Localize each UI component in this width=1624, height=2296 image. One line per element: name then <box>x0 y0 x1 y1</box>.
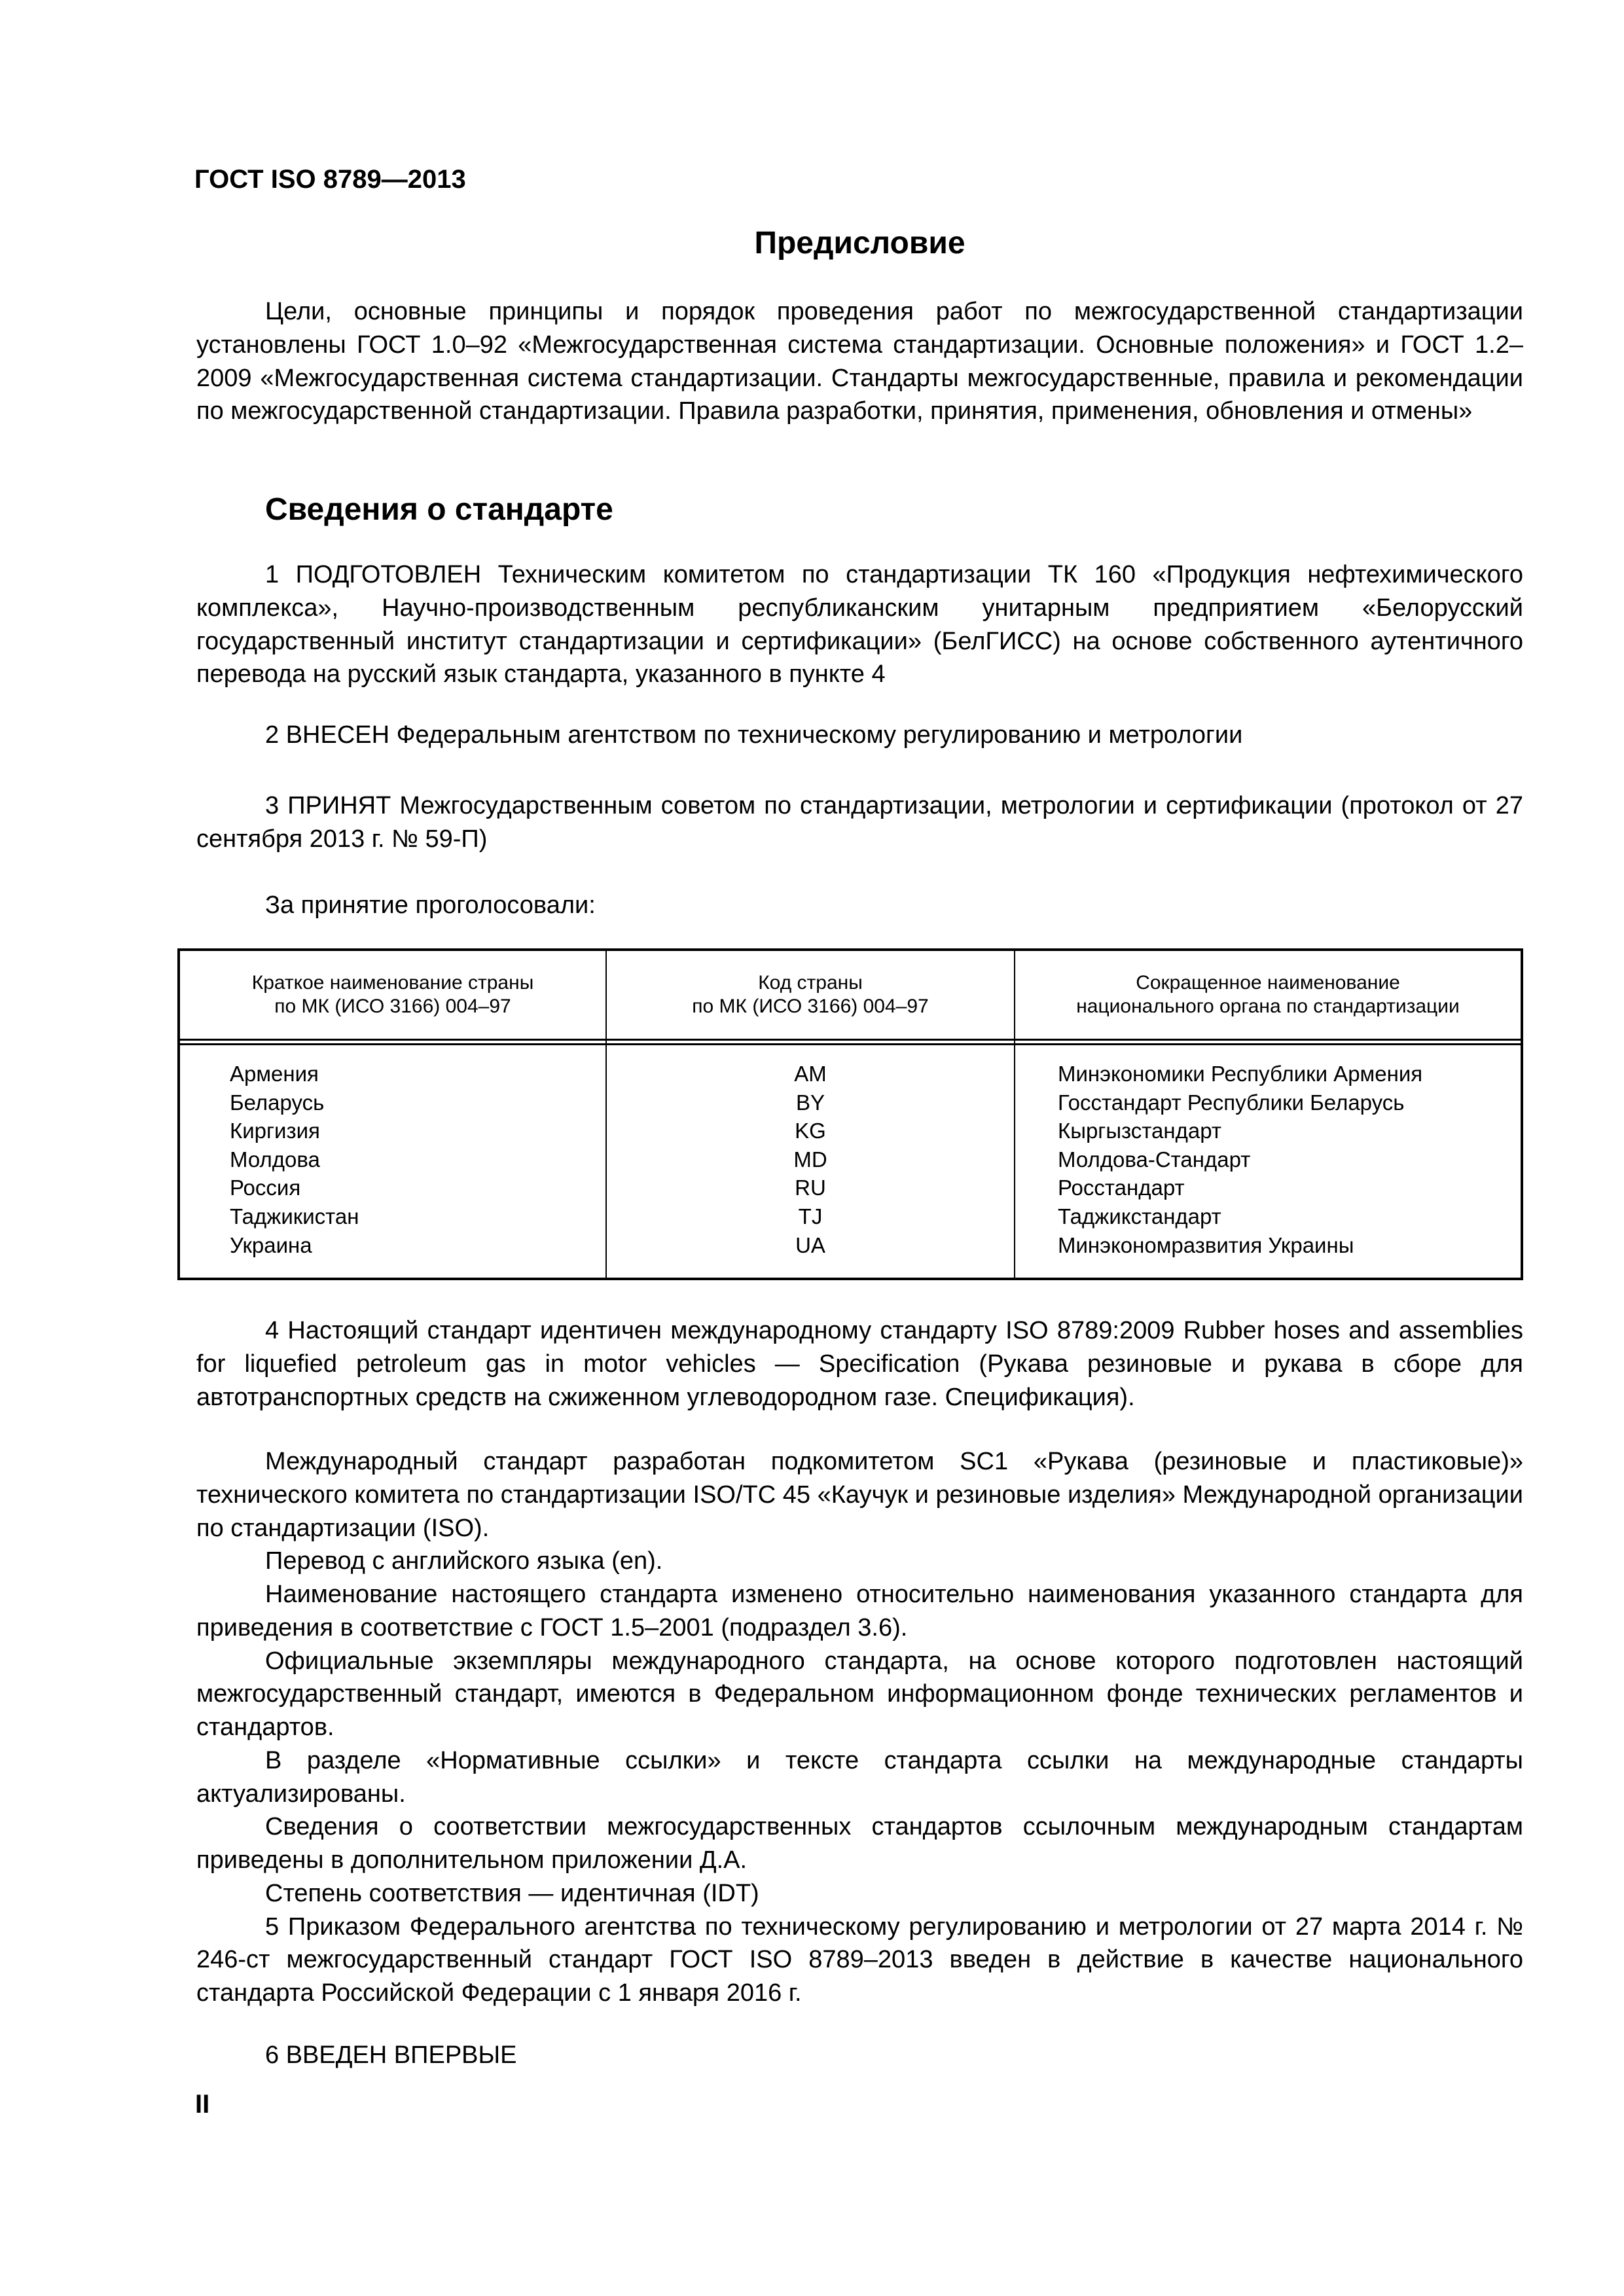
first-introduced-paragraph: 6 ВВЕДЕН ВПЕРВЫЕ <box>265 2041 517 2069</box>
document-code-header: ГОСТ ISO 8789—2013 <box>194 165 466 194</box>
table-cell-country: Армения <box>230 1062 319 1086</box>
page-number: II <box>195 2090 210 2119</box>
vote-table-header <box>180 951 1521 1039</box>
identity-paragraph: 4 Настоящий стандарт идентичен международному стандарту ISO 8789:2009 Rubber hoses and assemblies for liquefied petroleum gas in motor vehicles — Specification (Рукава резиновые и рукава в сборе для автотранспортных средств на сжиженном углеводородном газе. Спецификация). <box>196 1317 1523 1411</box>
voted-label-block <box>196 889 1523 922</box>
table-cell-country: Киргизия <box>230 1119 320 1143</box>
header-code-line1: Код страны <box>758 972 863 994</box>
vote-table <box>177 948 1523 1280</box>
table-cell-body: Молдова-Стандарт <box>1058 1147 1251 1172</box>
header-body-line1: Сокращенное наименование <box>1136 972 1400 994</box>
header-cell-country <box>180 951 605 1039</box>
note-paragraph: Официальные экземпляры международного стандарта, на основе которого подготовлен настоящий межгосударственный стандарт, имеются в Федеральном информационном фонде технических регламентов и стандартов. <box>196 1647 1523 1741</box>
foreword-title: Предисловие <box>754 226 965 260</box>
adopted-by-paragraph: 3 ПРИНЯТ Межгосударственным советом по стандартизации, метрологии и сертификации (протокол от 27 сентября 2013 г. № 59-П) <box>196 792 1523 853</box>
about-item-4 <box>196 1314 1523 1414</box>
header-code-line2: по МК (ИСО 3166) 004–97 <box>692 996 929 1017</box>
header-country-line1: Краткое наименование страны <box>251 972 534 994</box>
standards-body-column <box>1058 1045 1516 1259</box>
table-cell-code: AM <box>794 1062 827 1086</box>
table-cell-body: Росстандарт <box>1058 1175 1185 1200</box>
header-body-line2: национального органа по стандартизации <box>1076 996 1460 1017</box>
note-paragraph: Степень соответствия — идентичная (IDT) <box>265 1879 759 1907</box>
table-cell-code: KG <box>795 1119 826 1143</box>
table-cell-code: TJ <box>798 1204 823 1229</box>
header-cell-code <box>607 951 1014 1039</box>
about-item-1 <box>196 558 1523 691</box>
note-paragraph: В разделе «Нормативные ссылки» и тексте стандарта ссылки на международные стандарты актуализированы. <box>196 1746 1523 1808</box>
table-cell-country: Украина <box>230 1232 312 1257</box>
table-cell-body: Кыргызстандарт <box>1058 1119 1221 1143</box>
prepared-by-paragraph: 1 ПОДГОТОВЛЕН Техническим комитетом по стандартизации ТК 160 «Продукция нефтехимического комплекса», Научно-производственным республиканским унитарным предприятием «Белорусский государственный институт стандартизации и сертификации» (БелГИСС) на основе собственного аутентичного перевода на русский язык стандарта, указанного в пункте 4 <box>196 561 1523 689</box>
table-cell-country: Молдова <box>230 1147 320 1172</box>
code-column <box>607 1045 1014 1259</box>
table-cell-country: Таджикистан <box>230 1204 359 1229</box>
foreword-paragraph: Цели, основные принципы и порядок проведения работ по межгосударственной стандартизации установлены ГОСТ 1.0–92 «Межгосударственная система стандартизации. Основные положения» и ГОСТ 1.2–2009 «Межгосударственная система стандартизации. Стандарты межгосударственные, правила и рекомендации по межгосударственной стандартизации. Правила разработки, принятия, применения, обновления и отмены» <box>196 298 1523 425</box>
about-item-3 <box>196 789 1523 856</box>
table-cell-code: UA <box>795 1232 825 1257</box>
about-notes <box>196 1445 1523 2010</box>
table-cell-country: Беларусь <box>230 1090 325 1115</box>
country-column <box>230 1045 596 1259</box>
table-cell-body: Таджикстандарт <box>1058 1204 1221 1229</box>
vote-table-body <box>180 1045 1521 1278</box>
table-cell-code: RU <box>795 1175 826 1200</box>
voted-label: За принятие проголосовали: <box>265 891 596 919</box>
table-cell-code: BY <box>795 1090 825 1115</box>
about-item-6 <box>196 2039 1523 2072</box>
note-paragraph: Сведения о соответствии межгосударственных стандартов ссылочным международным стандартам приведены в дополнительном приложении Д.А. <box>196 1813 1523 1874</box>
note-paragraph: Наименование настоящего стандарта изменено относительно наименования указанного стандарта для приведения в соответствие с ГОСТ 1.5–2001 (подраздел 3.6). <box>196 1581 1523 1641</box>
note-paragraph: Международный стандарт разработан подкомитетом SC1 «Рукава (резиновые и пластиковые)» технического комитета по стандартизации ISO/TC 45 «Каучук и резиновые изделия» Международной организации по стандартизации (ISO). <box>196 1448 1523 1542</box>
order-paragraph: 5 Приказом Федерального агентства по техническому регулированию и метрологии от 27 марта 2014 г. № 246-ст межгосударственный стандарт ГОСТ ISO 8789–2013 введен в действие в качестве национального стандарта Российской Федерации с 1 января 2016 г. <box>196 1912 1523 2007</box>
table-cell-country: Россия <box>230 1175 301 1200</box>
note-paragraph: Перевод с английского языка (en). <box>265 1547 663 1575</box>
table-cell-body: Госстандарт Республики Беларусь <box>1058 1090 1405 1115</box>
header-separator-line <box>180 1039 1521 1041</box>
about-item-2 <box>196 719 1523 752</box>
about-standard-title: Сведения о стандарте <box>265 492 613 527</box>
header-cell-body <box>1015 951 1521 1039</box>
table-cell-code: MD <box>793 1147 827 1172</box>
header-country-line2: по МК (ИСО 3166) 004–97 <box>274 996 511 1017</box>
table-cell-body: Минэкономразвития Украины <box>1058 1232 1354 1257</box>
submitted-by-paragraph: 2 ВНЕСЕН Федеральным агентством по техническому регулированию и метрологии <box>265 721 1243 749</box>
table-cell-body: Минэкономики Республики Армения <box>1058 1062 1423 1086</box>
foreword-intro <box>196 295 1523 428</box>
